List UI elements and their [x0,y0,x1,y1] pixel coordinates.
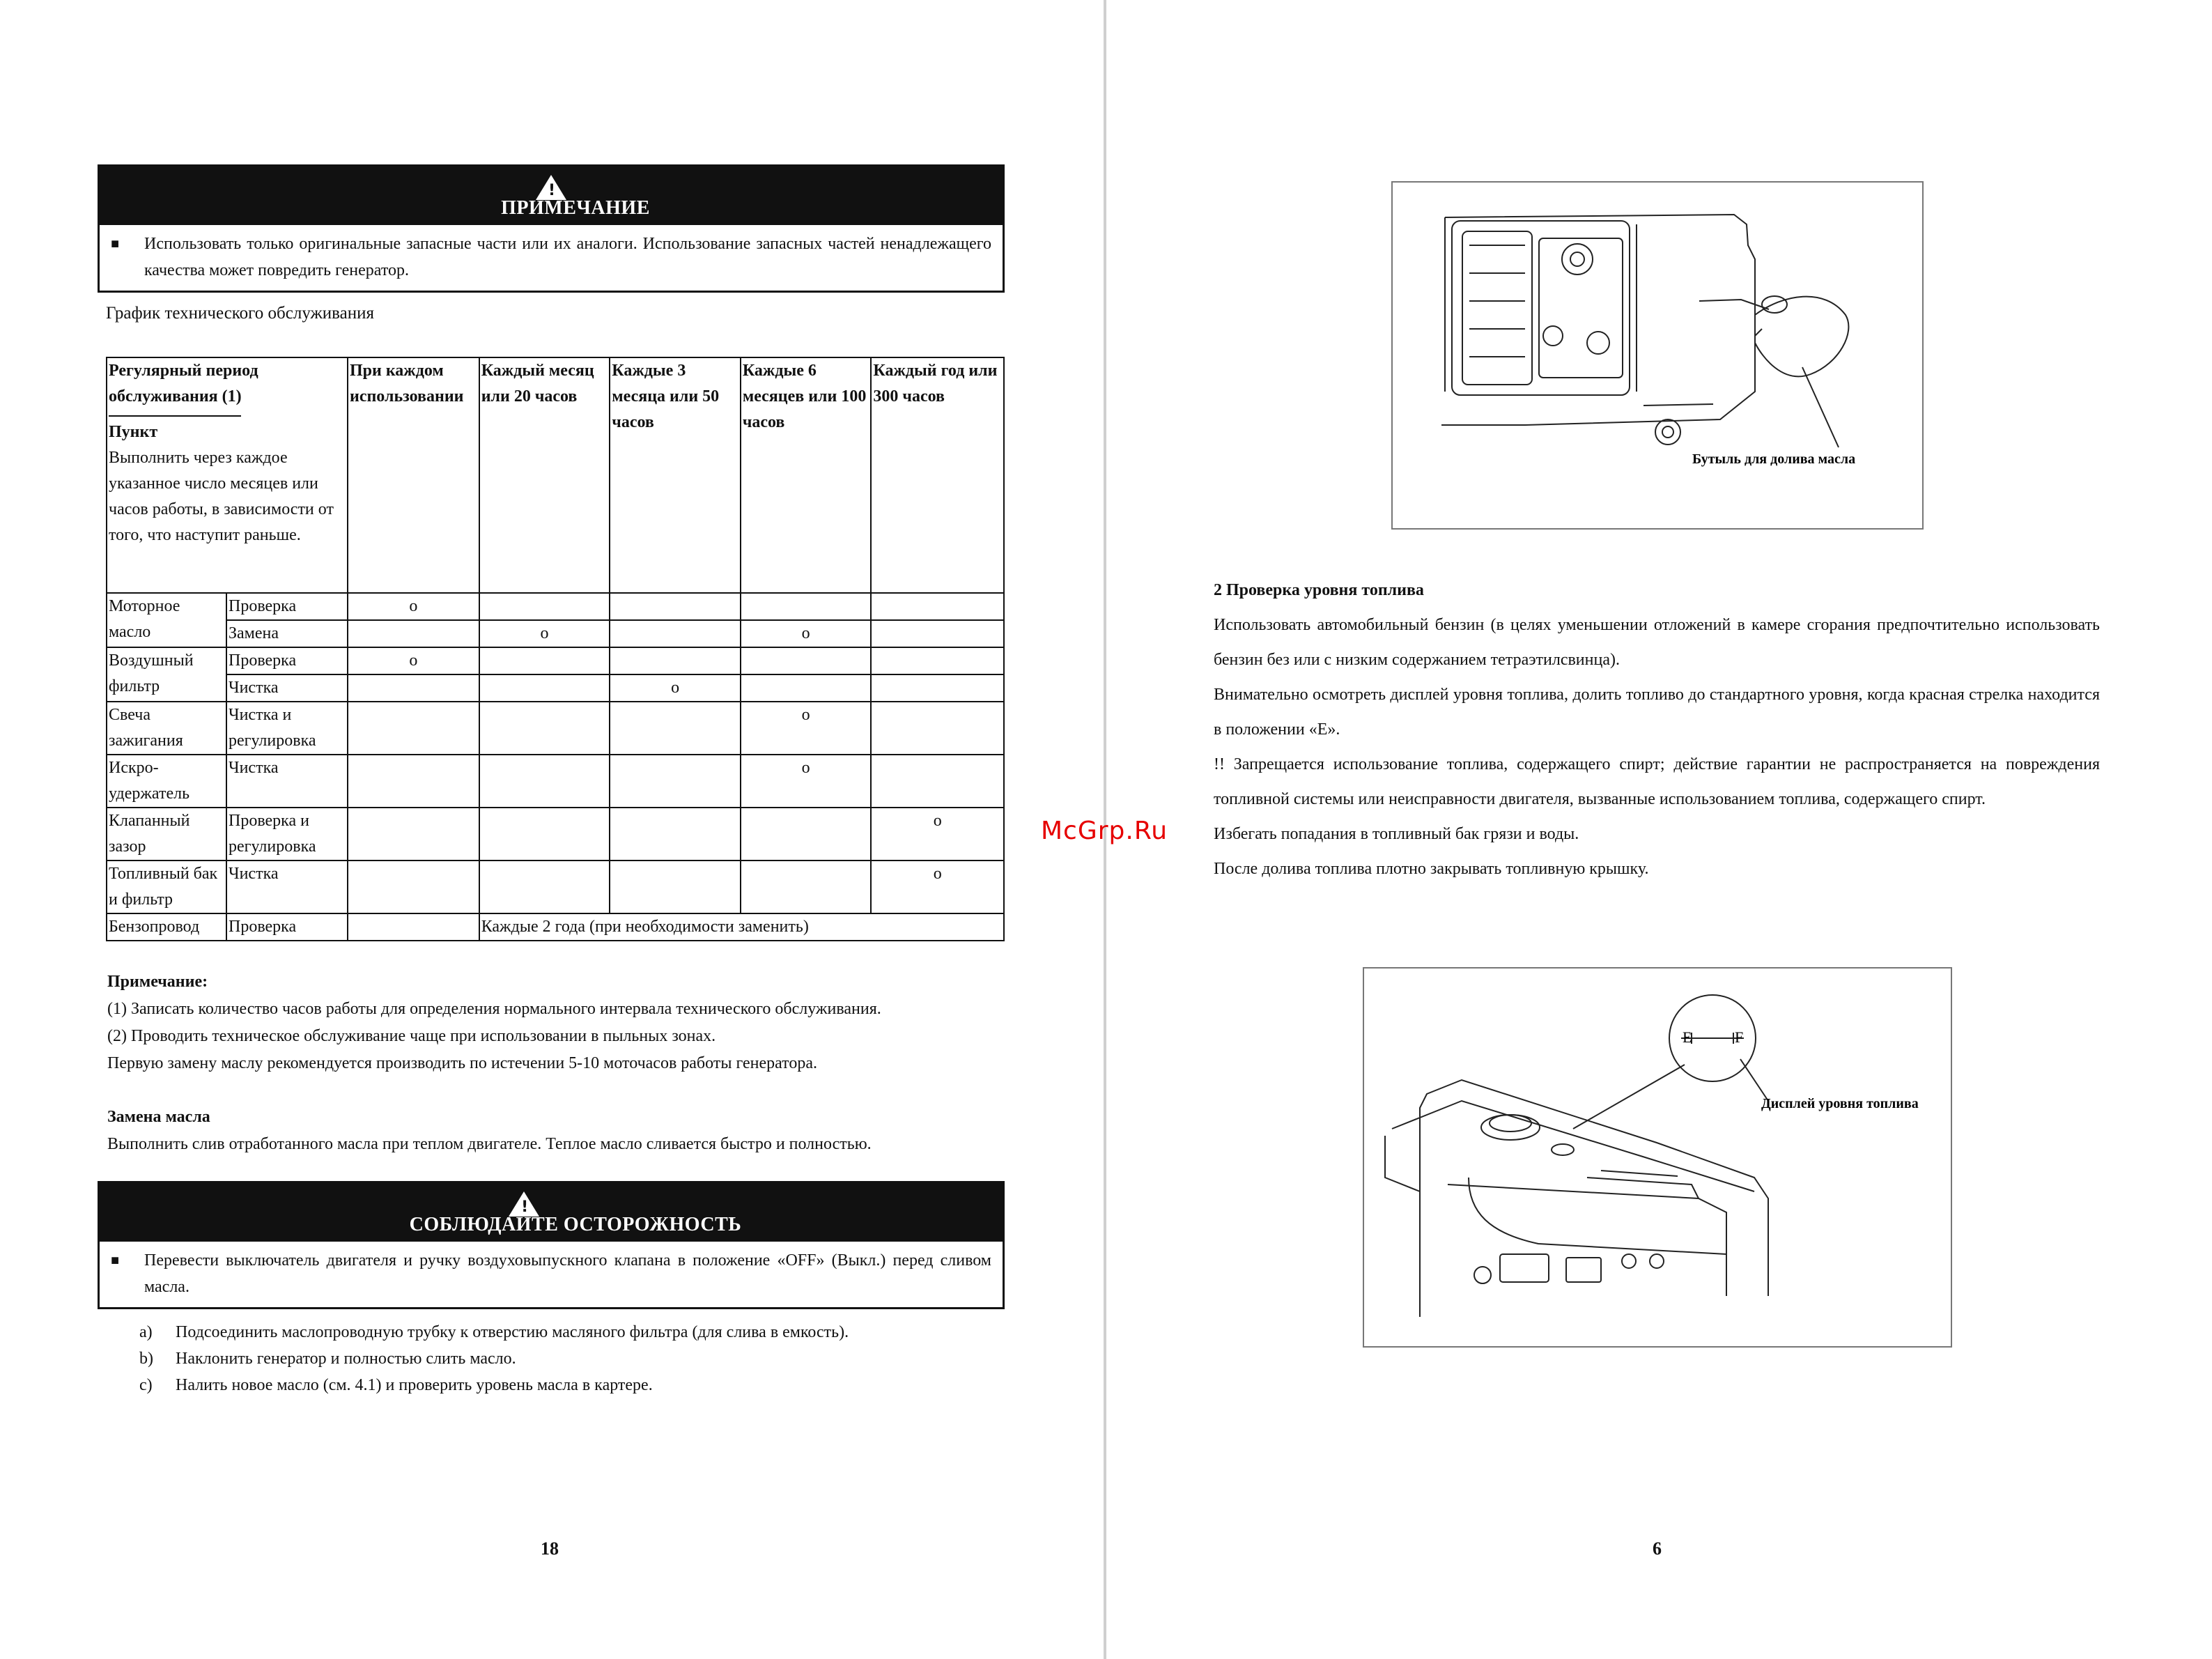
schedule-mark-cell [871,674,1004,702]
gauge-f-label: F [1735,1028,1744,1046]
right-page [1106,0,2212,1659]
schedule-mark-cell: o [348,593,479,620]
note-2: (2) Проводить техническое обслуживание чаще при использовании в пыльных зонах. [107,1027,716,1045]
bullet-icon: ■ [111,236,120,252]
table-row [107,674,1004,702]
row-item-cell: Клапанный зазор [107,808,226,861]
notice-title: ПРИМЕЧАНИЕ [501,197,650,219]
row-item-cell: Искро-удержатель [107,755,226,808]
caution-title: СОБЛЮДАЙТЕ ОСТОРОЖНОСТЬ [409,1214,742,1235]
row-item-cell: Свеча зажигания [107,702,226,755]
row-action-cell: Проверка [226,647,348,674]
schedule-mark-cell: o [610,674,741,702]
header-col: При каждом использовании [348,357,479,593]
schedule-mark-cell [479,593,610,620]
schedule-mark-cell [871,593,1004,620]
schedule-mark-cell: o [741,702,872,755]
notes-block [107,969,1006,1077]
fuel-paragraph-5: После долива топлива плотно закрывать топливную крышку. [1214,860,1649,878]
schedule-mark-cell [741,593,872,620]
table-header-row [107,357,1004,593]
row-item-cell: Моторное масло [107,593,226,647]
generator-oil-illustration [1393,183,1922,528]
schedule-mark-cell: o [741,755,872,808]
bullet-icon: ■ [111,1253,120,1268]
note-1: (1) Записать количество часов работы для определения нормального интервала технического обслуживания. [107,1000,881,1018]
schedule-mark-cell [871,620,1004,647]
schedule-mark-cell [348,755,479,808]
schedule-mark-cell [348,702,479,755]
fuel-gauge-figure [1363,967,1952,1348]
schedule-mark-cell [348,861,479,913]
page-number: 6 [1653,1538,1662,1559]
header-col: Каждые 6 месяцев или 100 часов [741,357,872,593]
watermark: McGrp.Ru [1041,817,1168,845]
list-item [139,1372,1003,1398]
schedule-mark-cell [348,674,479,702]
schedule-mark-cell [348,620,479,647]
notes-title: Примечание: [107,973,208,991]
schedule-mark-cell [610,647,741,674]
header-period-label: Регулярный период обслуживания (1) [109,362,258,406]
warning-icon: ! [536,175,566,200]
gauge-e-label: E [1683,1028,1692,1046]
schedule-mark-cell [871,702,1004,755]
notice-box [98,164,1005,293]
caution-header [100,1183,1003,1242]
list-marker: a) [139,1323,153,1341]
row-action-cell: Проверка [226,593,348,620]
row-note-cell: Каждые 2 года (при необходимости заменить) [479,913,1004,941]
fuel-paragraph-3: !! Запрещается использование топлива, содержащего спирт; действие гарантии не распространяется на повреждения топливной системы или неисправности двигателя, вызванные использованием топлива, содержащего спирт. [1214,755,2100,808]
generator-fuel-illustration [1364,969,1951,1346]
table-row [107,861,1004,913]
note-3: Первую замену маслу рекомендуется производить по истечении 5-10 моточасов работы генератора. [107,1054,817,1072]
row-action-cell: Чистка [226,755,348,808]
table-row [107,808,1004,861]
oil-change-block [107,1104,1006,1158]
caution-text: Перевести выключатель двигателя и ручку воздуховыпускного клапана в положение «OFF» (Выкл.) перед сливом масла. [144,1251,991,1296]
row-action-cell: Чистка [226,674,348,702]
warning-icon: ! [509,1191,539,1217]
schedule-mark-cell [610,702,741,755]
header-item-label: Пункт [109,423,158,441]
schedule-mark-cell [348,808,479,861]
fig1-caption: Бутыль для долива масла [1692,452,1856,467]
table-row [107,755,1004,808]
schedule-mark-cell: o [871,861,1004,913]
oil-steps-list [139,1319,1003,1398]
schedule-mark-cell [871,755,1004,808]
list-item [139,1319,1003,1345]
schedule-title: График технического обслуживания [106,304,374,323]
fuel-section-title: 2 Проверка уровня топлива [1214,581,1424,599]
oil-change-text: Выполнить слив отработанного масла при теплом двигателе. Теплое масло сливается быстро и полностью. [107,1135,872,1153]
schedule-mark-cell [741,674,872,702]
table-row [107,913,1004,941]
maintenance-table [106,357,1005,941]
list-text: Наклонить генератор и полностью слить масло. [176,1350,516,1368]
fuel-paragraph-4: Избегать попадания в топливный бак грязи и воды. [1214,825,1579,843]
notice-header [100,167,1003,225]
schedule-mark-cell: o [741,620,872,647]
schedule-mark-cell [479,755,610,808]
header-col: Каждый год или 300 часов [871,357,1004,593]
schedule-mark-cell [479,861,610,913]
notice-text: Использовать только оригинальные запасные части или их аналоги. Использование запасных частей ненадлежащего качества может повредить генератор. [144,235,991,279]
list-text: Подсоединить маслопроводную трубку к отверстию масляного фильтра (для слива в емкость). [176,1323,849,1341]
table-row [107,647,1004,674]
row-action-cell: Проверка и регулировка [226,808,348,861]
schedule-mark-cell [479,702,610,755]
row-action-cell: Замена [226,620,348,647]
schedule-mark-cell [741,808,872,861]
table-row [107,620,1004,647]
fig2-caption: Дисплей уровня топлива [1761,1096,1919,1111]
list-item [139,1345,1003,1372]
page-number: 18 [541,1538,559,1559]
schedule-mark-cell [610,808,741,861]
schedule-mark-cell [610,755,741,808]
oil-change-title: Замена масла [107,1108,210,1126]
fuel-paragraph-2: Внимательно осмотреть дисплей уровня топлива, долить топливо до стандартного уровня, когда красная стрелка находится в положении «E». [1214,686,2100,739]
caution-box [98,1181,1005,1309]
schedule-mark-cell [610,861,741,913]
header-divider [109,415,241,417]
schedule-mark-cell [479,647,610,674]
oil-refill-figure [1391,181,1924,530]
header-col: Каждые 3 месяца или 50 часов [610,357,741,593]
schedule-mark-cell [741,861,872,913]
list-text: Налить новое масло (см. 4.1) и проверить уровень масла в картере. [176,1376,653,1394]
left-page [0,0,1104,1659]
schedule-mark-cell [348,913,479,941]
header-col: Каждый месяц или 20 часов [479,357,610,593]
table-row [107,702,1004,755]
list-marker: c) [139,1376,153,1394]
schedule-mark-cell [479,808,610,861]
list-marker: b) [139,1350,153,1368]
table-row [107,593,1004,620]
fuel-paragraphs [1214,608,2100,886]
schedule-mark-cell: o [871,808,1004,861]
header-item-desc: Выполнить через каждое указанное число месяцев или часов работы, в зависимости от того, что наступит раньше. [109,449,334,544]
row-action-cell: Чистка [226,861,348,913]
schedule-mark-cell [871,647,1004,674]
row-item-cell: Воздушный фильтр [107,647,226,702]
row-action-cell: Проверка [226,913,348,941]
schedule-mark-cell: o [479,620,610,647]
schedule-mark-cell [479,674,610,702]
schedule-mark-cell [741,647,872,674]
row-item-cell: Бензопровод [107,913,226,941]
schedule-mark-cell [610,620,741,647]
fuel-paragraph-1: Использовать автомобильный бензин (в целях уменьшении отложений в камере сгорания предпочтительно использовать бензин без или с низким содержанием тетраэтилсвинца). [1214,616,2100,669]
schedule-mark-cell: o [348,647,479,674]
row-item-cell: Топливный бак и фильтр [107,861,226,913]
row-action-cell: Чистка и регулировка [226,702,348,755]
header-period-cell [107,357,348,593]
schedule-mark-cell [610,593,741,620]
